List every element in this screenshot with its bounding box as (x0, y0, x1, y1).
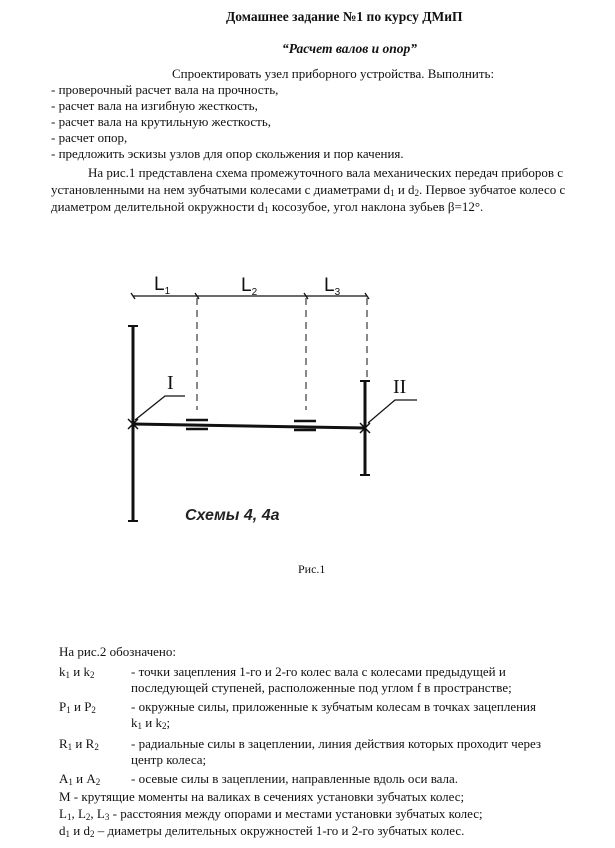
legend-desc: последующей ступеней, расположенные под углом f в пространстве; (131, 680, 512, 695)
dim-label-l3: $L_3$ (324, 275, 341, 298)
shaft (133, 424, 365, 428)
task-item: - проверочный расчет вала на прочность, (51, 82, 279, 97)
legend-line-d: $d_1$ и $d_2$ – диаметры делительных окружностей 1-го и 2-го зубчатых колес. (59, 823, 465, 839)
description-line: диаметром делительной окружности $d_1$ косозубое, угол наклона зубьев β=12°. (51, 199, 484, 215)
task-item: - расчет вала на крутильную жесткость, (51, 114, 272, 129)
task-intro: Спроектировать узел приборного устройства. Выполнить: (172, 66, 495, 81)
leader-line-right (368, 400, 417, 423)
legend-line-l: $L_1$, $L_2$, $L_3$ - расстояния между опорами и местами установки зубчатых колес; (59, 806, 483, 822)
legend-desc: - окружные силы, приложенные к зубчатым колесам в точках зацепления (131, 699, 536, 714)
description-line: установленными на нем зубчатыми колесами с диаметрами $d_1$ и $d_2$. Первое зубчатое колесо с (51, 182, 566, 198)
legend-term-r: $R_1$ и $R_2$ (59, 736, 99, 752)
legend-term-p: $P_1$ и $P_2$ (59, 699, 96, 715)
scheme-caption: Схемы 4, 4а (185, 507, 280, 524)
legend-line-m: М - крутящие моменты на валиках в сечениях установки зубчатых колес; (59, 789, 465, 804)
figure-caption: Рис.1 (298, 562, 326, 576)
dim-label-l2: $L_2$ (241, 275, 258, 298)
description-line: На рис.1 представлена схема промежуточного вала механических передач приборов с (88, 165, 563, 180)
legend-term-k: $k_1$ и $k_2$ (59, 664, 95, 680)
legend-desc: $k_1$ и $k_2$; (131, 715, 171, 731)
page-title: Домашнее задание №1 по курсу ДМиП (226, 9, 463, 24)
task-item: - расчет опор, (51, 130, 128, 145)
leader-line-left (135, 396, 185, 420)
page-subtitle: “Расчет валов и опор” (282, 41, 417, 56)
legend-heading: На рис.2 обозначено: (59, 644, 176, 659)
support-label-right: II (393, 376, 407, 398)
legend-desc: центр колеса; (131, 752, 207, 767)
dim-label-l1: $L_1$ (154, 274, 171, 297)
legend-desc: - радиальные силы в зацеплении, линия действия которых проходит через (131, 736, 542, 751)
task-item: - предложить эскизы узлов для опор скольжения и пор качения. (51, 146, 404, 161)
legend-term-a: $A_1$ и $A_2$ (59, 771, 101, 787)
task-item: - расчет вала на изгибную жесткость, (51, 98, 258, 113)
support-label-left: I (167, 372, 174, 394)
legend-desc: - осевые силы в зацеплении, направленные вдоль оси вала. (131, 771, 459, 786)
legend-desc: - точки зацепления 1-го и 2-го колес вала с колесами предыдущей и (131, 664, 506, 679)
